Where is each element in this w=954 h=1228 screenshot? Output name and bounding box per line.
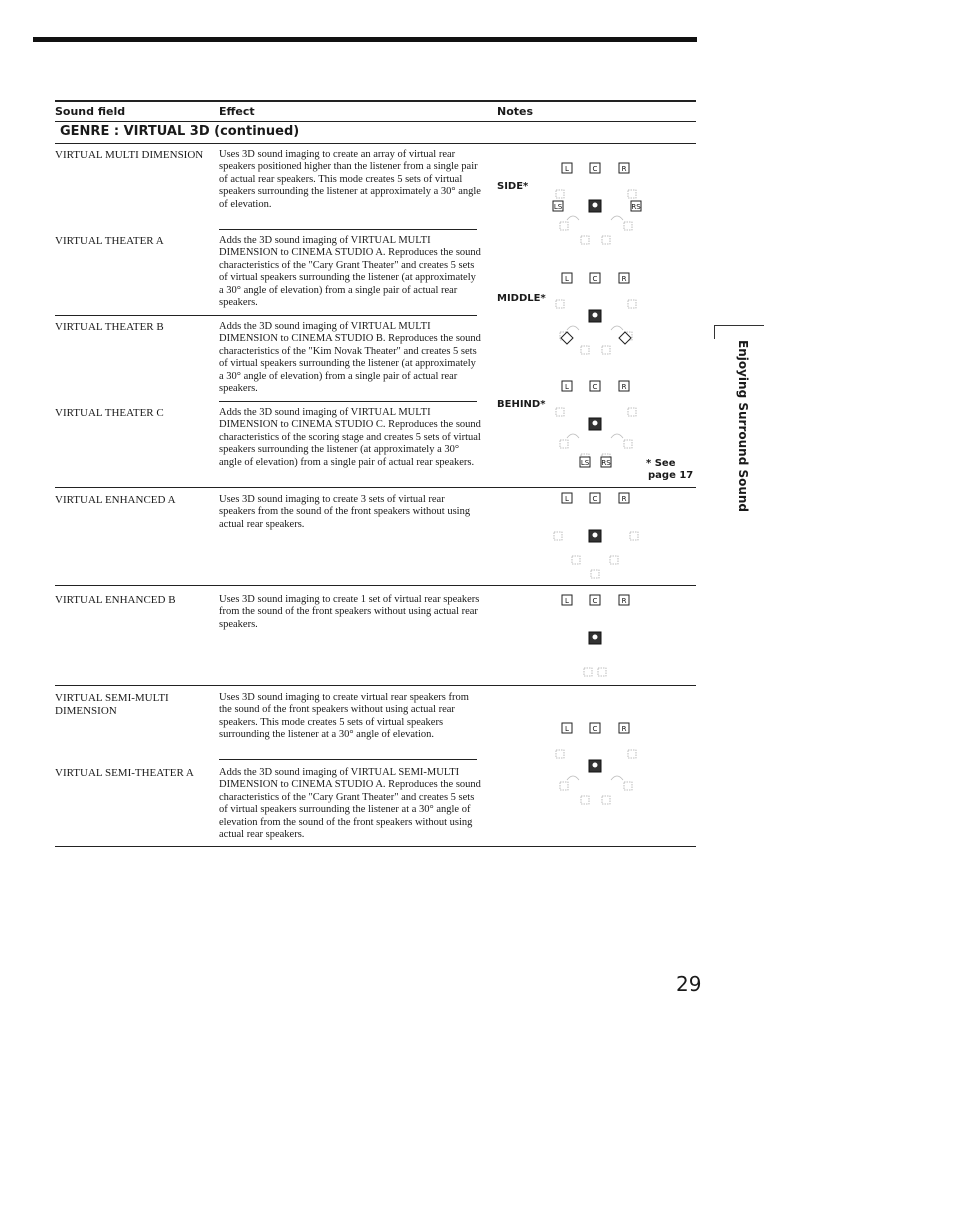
header-sound-field: Sound field [55, 105, 126, 118]
sound-field-name: VIRTUAL THEATER A [55, 235, 164, 247]
sound-field-effect: Uses 3D sound imaging to create 3 sets of virtual rear speakers from the sound of the front speakers without using actual rear speakers. [219, 494, 471, 530]
speaker-front-right-label: R [621, 383, 627, 391]
page-number: 29 [676, 972, 702, 996]
genre-rule [55, 143, 696, 144]
sound-wave [567, 434, 579, 438]
virtual-speaker [602, 236, 610, 244]
speaker-center-label: C [592, 725, 598, 733]
virtual-speaker [556, 190, 564, 198]
header-top-rule [55, 100, 696, 102]
speaker-right-surround-label: RS [601, 459, 611, 467]
sound-wave [611, 216, 623, 220]
speaker-center-label: C [592, 383, 598, 391]
virtual-speaker [602, 346, 610, 354]
sound-wave [567, 216, 579, 220]
side-tab-label: Enjoying Surround Sound [736, 340, 750, 513]
listener-icon-head [593, 635, 598, 640]
sound-field-name: VIRTUAL ENHANCED A [55, 494, 176, 506]
virtual-speaker [628, 408, 636, 416]
speaker-left-surround [561, 332, 573, 344]
sound-field-effect: Adds the 3D sound imaging of VIRTUAL SEMI-MULTI DIMENSION to CINEMA STUDIO A. Reproduces the sound characteristics of the "Cary Grant Theater" and creates 5 sets of virtual speakers surrounding the listener at a 30° angle of elevation from the sound of the front speakers without using actual rear speakers. [219, 767, 481, 841]
speaker-diagrams [540, 150, 650, 840]
row-divider [219, 759, 477, 760]
virtual-speaker [560, 440, 568, 448]
virtual-speaker [556, 750, 564, 758]
speaker-right-surround [619, 332, 631, 344]
speaker-front-left-label: L [565, 495, 569, 503]
sound-field-name: VIRTUAL SEMI-THEATER A [55, 767, 194, 779]
listener-icon-head [593, 421, 598, 426]
virtual-speaker [581, 346, 589, 354]
virtual-speaker [581, 236, 589, 244]
speaker-left-surround-label: LS [553, 203, 563, 211]
footnote-line2: page 17 [648, 470, 694, 481]
sound-wave [567, 776, 579, 780]
header-bottom-rule [55, 121, 696, 122]
speaker-front-right-label: R [621, 495, 627, 503]
table-bottom-rule [55, 846, 696, 847]
row-divider [219, 229, 477, 230]
speaker-front-left-label: L [565, 597, 569, 605]
genre-title: GENRE : VIRTUAL 3D (continued) [60, 124, 300, 139]
speaker-front-right-label: R [621, 165, 627, 173]
row-divider [219, 401, 477, 402]
note-middle: MIDDLE* [497, 293, 546, 304]
sound-field-effect: Uses 3D sound imaging to create 1 set of virtual rear speakers from the sound of the front speakers without using actual rear speakers. [219, 594, 480, 630]
speaker-front-left-label: L [565, 383, 569, 391]
sound-field-name: VIRTUAL THEATER B [55, 321, 164, 333]
sound-field-name: VIRTUAL MULTI DIMENSION [55, 149, 204, 161]
virtual-speaker [630, 532, 638, 540]
sound-wave [611, 434, 623, 438]
sound-wave [611, 326, 623, 330]
speaker-front-right-label: R [621, 597, 627, 605]
virtual-speaker [556, 300, 564, 308]
virtual-speaker [624, 222, 632, 230]
virtual-speaker [628, 300, 636, 308]
speaker-right-surround-label: RS [631, 203, 641, 211]
speaker-center-label: C [592, 597, 598, 605]
virtual-speaker [560, 222, 568, 230]
virtual-speaker [581, 796, 589, 804]
virtual-speaker [572, 556, 580, 564]
sound-field-effect: Adds the 3D sound imaging of VIRTUAL MULTI DIMENSION to CINEMA STUDIO A. Reproduces the sound characteristics of the "Cary Grant Theater" and creates 5 sets of virtual speakers surrounding the listener (at approximately a 30° angle of elevation) from a single pair of actual rear speakers. [219, 235, 481, 309]
speaker-front-left-label: L [565, 275, 569, 283]
sound-field-effect: Uses 3D sound imaging to create an array of virtual rear speakers positioned higher than the listener from a single pair of actual rear speakers. This mode creates 5 sets of virtual speakers surrounding the listener at approximately a 30° angle of elevation. [219, 149, 481, 210]
speaker-front-right-label: R [621, 725, 627, 733]
virtual-speaker [556, 408, 564, 416]
header-notes: Notes [497, 105, 534, 118]
sound-wave [567, 326, 579, 330]
virtual-speaker [624, 782, 632, 790]
virtual-speaker [560, 782, 568, 790]
speaker-front-right-label: R [621, 275, 627, 283]
virtual-speaker [598, 668, 606, 676]
listener-icon-head [593, 533, 598, 538]
virtual-speaker [624, 440, 632, 448]
sound-field-effect: Adds the 3D sound imaging of VIRTUAL MULTI DIMENSION to CINEMA STUDIO C. Reproduces the sound characteristics of the scoring stage and creates 5 sets of virtual speakers surrounding the listener (at approximately a 30° angle of elevation) from a single pair of actual rear speakers. [219, 407, 481, 468]
footnote-line1: * See [646, 458, 676, 469]
virtual-speaker [584, 668, 592, 676]
sound-field-effect: Uses 3D sound imaging to create virtual rear speakers from the sound of the front speakers without using actual rear speakers. This mode creates 5 sets of virtual speakers surrounding the listener at a 30° angle of elevation. [219, 692, 469, 741]
sound-field-name: VIRTUAL THEATER C [55, 407, 164, 419]
speaker-front-left-label: L [565, 165, 569, 173]
sound-field-effect: Adds the 3D sound imaging of VIRTUAL MULTI DIMENSION to CINEMA STUDIO B. Reproduces the sound characteristics of the "Kim Novak Theater" and creates 5 sets of virtual speakers surrounding the listener (at approximately a 30° angle of elevation) from a single pair of actual rear speakers. [219, 321, 481, 395]
speaker-center-label: C [592, 495, 598, 503]
note-side: SIDE* [497, 181, 529, 192]
virtual-speaker [602, 796, 610, 804]
virtual-speaker [591, 570, 599, 578]
note-behind: BEHIND* [497, 399, 546, 410]
virtual-speaker [554, 532, 562, 540]
row-divider [55, 315, 477, 316]
virtual-speaker [628, 750, 636, 758]
header-effect: Effect [219, 105, 255, 118]
listener-icon-head [593, 203, 598, 208]
sound-wave [611, 776, 623, 780]
sound-field-name: VIRTUAL SEMI-MULTI DIMENSION [55, 692, 169, 717]
top-rule [33, 37, 697, 42]
sound-field-name: VIRTUAL ENHANCED B [55, 594, 176, 606]
listener-icon-head [593, 763, 598, 768]
virtual-speaker [610, 556, 618, 564]
speaker-left-surround-label: LS [580, 459, 590, 467]
speaker-center-label: C [592, 275, 598, 283]
listener-icon-head [593, 313, 598, 318]
speaker-center-label: C [592, 165, 598, 173]
virtual-speaker [628, 190, 636, 198]
speaker-front-left-label: L [565, 725, 569, 733]
